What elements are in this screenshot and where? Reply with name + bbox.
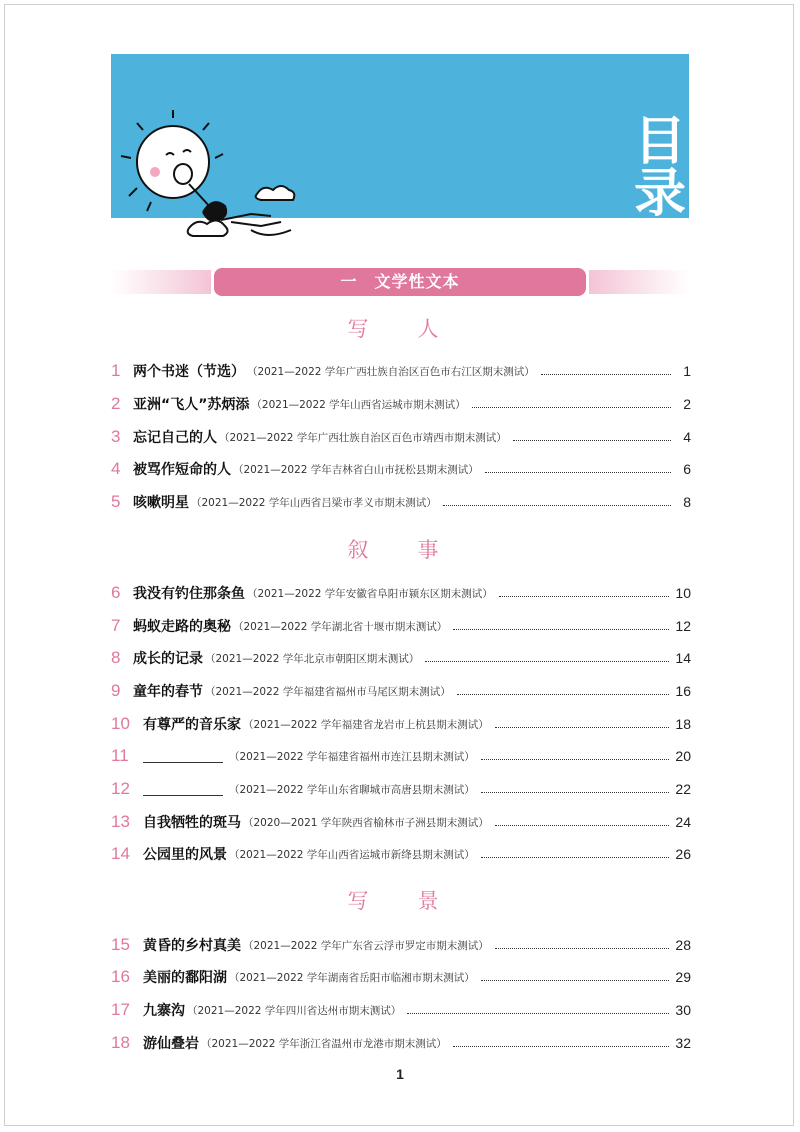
dot-leader <box>513 440 671 441</box>
toc-entry[interactable]: 1 两个书迷（节选） （2021—2022 学年广西壮族自治区百色市右江区期末测试） 1 <box>111 361 691 380</box>
dot-leader <box>453 629 669 630</box>
dot-leader <box>499 596 670 597</box>
dot-leader <box>407 1013 669 1014</box>
dot-leader <box>453 1046 670 1047</box>
section-title: 一 文学性文本 <box>214 268 586 296</box>
sun-girl-illustration <box>111 110 311 245</box>
dot-leader <box>481 980 670 981</box>
dot-leader <box>495 825 670 826</box>
toc-entry[interactable]: 11 （2021—2022 学年福建省福州市连江县期末测试） 20 <box>111 746 691 765</box>
dot-leader <box>425 661 669 662</box>
toc-entry[interactable]: 13 自我牺牲的斑马 （2020—2021 学年陕西省榆林市子洲县期末测试） 24 <box>111 812 691 831</box>
toc-entry[interactable]: 14 公园里的风景 （2021—2022 学年山西省运城市新绛县期末测试） 26 <box>111 844 691 863</box>
dot-leader <box>481 759 670 760</box>
dot-leader <box>495 948 670 949</box>
dot-leader <box>457 694 670 695</box>
dot-leader <box>472 407 671 408</box>
toc-entry[interactable]: 8 成长的记录 （2021—2022 学年北京市朝阳区期末测试） 14 <box>111 648 691 667</box>
toc-entry[interactable]: 4 被骂作短命的人 （2021—2022 学年吉林省白山市抚松县期末测试） 6 <box>111 459 691 478</box>
blank-title-line <box>143 783 223 796</box>
toc-entry[interactable]: 7 蚂蚁走路的奥秘 （2021—2022 学年湖北省十堰市期末测试） 12 <box>111 616 691 635</box>
toc-entry[interactable]: 18 游仙叠岩 （2021—2022 学年浙江省温州市龙港市期末测试） 32 <box>111 1033 691 1052</box>
group-heading-portrait: 写 人 <box>347 317 453 341</box>
blank-title-line <box>143 750 223 763</box>
toc-entry[interactable]: 9 童年的春节 （2021—2022 学年福建省福州市马尾区期末测试） 16 <box>111 681 691 700</box>
toc-entry[interactable]: 17 九寨沟 （2021—2022 学年四川省达州市期末测试） 30 <box>111 1000 691 1019</box>
group-heading-scenery: 写 景 <box>347 889 453 913</box>
toc-entry[interactable]: 6 我没有钓住那条鱼 （2021—2022 学年安徽省阜阳市颍东区期末测试） 10 <box>111 583 691 602</box>
toc-entry[interactable]: 10 有尊严的音乐家 （2021—2022 学年福建省龙岩市上杭县期末测试） 18 <box>111 714 691 733</box>
dot-leader <box>485 472 671 473</box>
page-number: 1 <box>396 1066 404 1082</box>
dot-leader <box>541 374 671 375</box>
toc-entry[interactable]: 5 咳嗽明星 （2021—2022 学年山西省吕梁市孝义市期末测试） 8 <box>111 492 691 511</box>
dot-leader <box>481 792 670 793</box>
toc-entry[interactable]: 16 美丽的鄱阳湖 （2021—2022 学年湖南省岳阳市临湘市期末测试） 29 <box>111 967 691 986</box>
group-heading-narrative: 叙 事 <box>347 538 453 562</box>
toc-entry[interactable]: 2 亚洲“飞人”苏炳添 （2021—2022 学年山西省运城市期末测试） 2 <box>111 394 691 413</box>
dot-leader <box>443 505 671 506</box>
toc-entry[interactable]: 12 （2021—2022 学年山东省聊城市高唐县期末测试） 22 <box>111 779 691 798</box>
toc-entry[interactable]: 15 黄昏的乡村真美 （2021—2022 学年广东省云浮市罗定市期末测试） 28 <box>111 935 691 954</box>
contents-title: 目 录 <box>633 112 686 224</box>
section-bar <box>111 268 689 296</box>
toc-entry[interactable]: 3 忘记自己的人 （2021—2022 学年广西壮族自治区百色市靖西市期末测试） 4 <box>111 427 691 446</box>
dot-leader <box>481 857 670 858</box>
dot-leader <box>495 727 670 728</box>
